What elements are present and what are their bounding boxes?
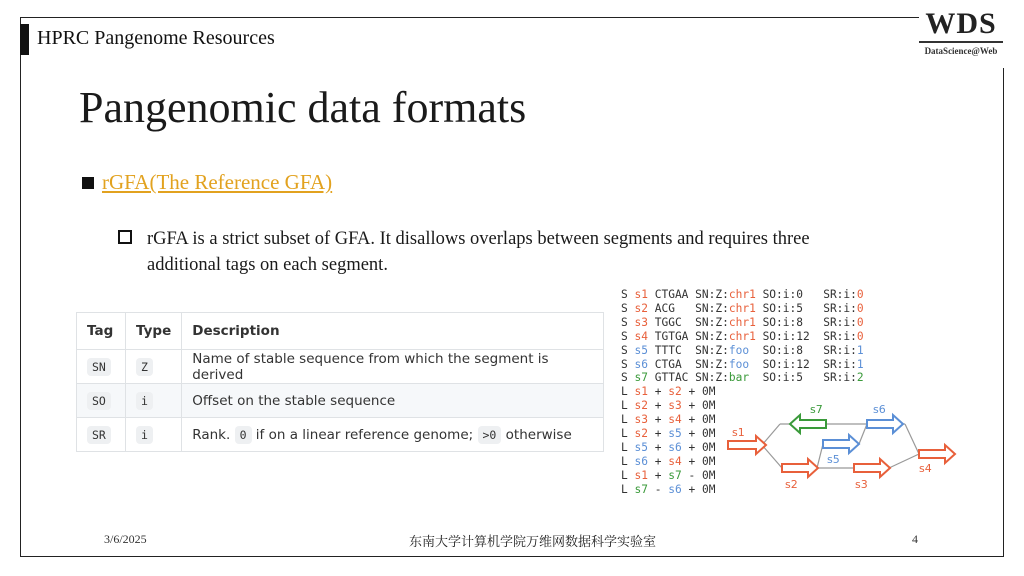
table-header-tag: Tag	[77, 313, 126, 350]
gfa-so-tag: SO:i:0	[762, 288, 803, 301]
gfa-so-tag: SO:i:5	[762, 301, 803, 315]
node-s5-arrow	[823, 435, 859, 453]
rgfa-link[interactable]: rGFA(The Reference GFA)	[102, 170, 333, 194]
gfa-so-tag: SO:i:12	[762, 357, 810, 371]
table-header-type: Type	[126, 313, 182, 350]
logo-sub-text: DataScience@Web	[924, 46, 998, 56]
type-code: i	[136, 392, 153, 410]
gfa-sr-value: 2	[856, 371, 864, 385]
gfa-segment-id: s2	[634, 301, 648, 315]
gfa-sr-prefix: SR:i:	[823, 343, 857, 357]
gfa-sn-prefix: SN:Z:	[695, 288, 729, 301]
gfa-segment-id: s6	[634, 357, 648, 371]
gfa-sn-prefix: SN:Z:	[695, 301, 729, 315]
gfa-sn-prefix: SN:Z:	[695, 329, 729, 343]
gfa-sr-value: 0	[856, 329, 864, 343]
table-cell-tag	[77, 384, 126, 418]
gfa-segment-seq: TGGC	[654, 315, 682, 329]
gfa-sr-prefix: SR:i:	[823, 301, 857, 315]
node-s3-arrow	[854, 459, 890, 477]
table-cell-description: Offset on the stable sequence	[182, 384, 604, 418]
table-row	[77, 350, 604, 384]
gfa-segment-line	[621, 288, 864, 302]
gfa-sr-value: 0	[856, 301, 864, 315]
edge-s1-s2	[762, 445, 782, 468]
square-bullet-icon	[82, 177, 94, 189]
gfa-so-tag: SO:i:8	[762, 343, 803, 357]
gfa-segment-id: s3	[634, 315, 648, 329]
gfa-link-text: L s1 + s7 - 0M	[621, 468, 716, 482]
gfa-sr-value: 0	[856, 288, 864, 301]
gfa-sn-prefix: SN:Z:	[695, 371, 729, 385]
gfa-segment-line	[621, 344, 864, 358]
table-row	[77, 384, 604, 418]
gfa-sr-value: 0	[856, 315, 864, 329]
footer-page-number: 4	[912, 532, 918, 546]
table-header-row	[77, 313, 604, 350]
node-s7-arrow	[790, 415, 826, 433]
gfa-sn-value: foo	[728, 357, 750, 371]
frame-right-line	[1003, 68, 1004, 557]
label-s7: s7	[810, 403, 823, 416]
tag-code: SR	[87, 426, 111, 444]
frame-top-line	[20, 17, 919, 18]
header-accent-bar	[20, 24, 29, 55]
gfa-sr-prefix: SR:i:	[823, 329, 857, 343]
table-cell-type	[126, 384, 182, 418]
sr-code-zero: 0	[235, 426, 252, 444]
gfa-segment-line	[621, 330, 864, 344]
rgfa-graph-diagram	[722, 396, 962, 496]
gfa-link-text: L s2 + s3 + 0M	[621, 399, 716, 413]
edge-s3-s4	[889, 454, 919, 468]
table-row	[77, 418, 604, 452]
header-title: HPRC Pangenome Resources	[37, 27, 275, 49]
frame-bottom-line	[20, 556, 1004, 557]
logo-divider	[919, 41, 1003, 43]
label-s4: s4	[919, 462, 932, 475]
node-s6-arrow	[867, 415, 903, 433]
gfa-sn-value: chr1	[728, 329, 756, 343]
gfa-sn-value: chr1	[728, 315, 756, 329]
sr-code-gt-zero: >0	[478, 426, 502, 444]
gfa-sn-prefix: SN:Z:	[695, 357, 729, 371]
label-s3: s3	[855, 478, 868, 491]
gfa-segment-line	[621, 358, 864, 372]
edge-s5-s6	[859, 424, 867, 444]
gfa-record-type: S	[621, 315, 628, 329]
type-code: i	[136, 426, 153, 444]
gfa-sn-prefix: SN:Z:	[695, 315, 729, 329]
label-s5: s5	[827, 453, 840, 466]
gfa-segment-seq: TGTGA	[654, 329, 689, 343]
label-s6: s6	[873, 403, 886, 416]
gfa-segment-id: s4	[634, 329, 648, 343]
edge-s6-s4	[905, 424, 919, 454]
gfa-record-type: S	[621, 343, 628, 357]
gfa-segment-seq: CTGAA	[654, 288, 689, 301]
footer-date: 3/6/2025	[104, 532, 147, 546]
table-cell-description: Name of stable sequence from which the segment is derived	[182, 350, 604, 384]
gfa-sr-value: 1	[856, 357, 864, 371]
gfa-segment-seq: CTGA	[654, 357, 682, 371]
bullet-rgfa	[82, 170, 332, 195]
sr-desc-part-c: otherwise	[505, 426, 572, 443]
gfa-sr-prefix: SR:i:	[823, 357, 857, 371]
table-cell-type	[126, 418, 182, 452]
gfa-sr-value: 1	[856, 343, 864, 357]
gfa-link-text: L s6 + s4 + 0M	[621, 454, 716, 468]
gfa-segment-line	[621, 371, 864, 385]
gfa-sr-prefix: SR:i:	[823, 288, 857, 301]
node-s2-arrow	[782, 459, 818, 477]
gfa-record-type: S	[621, 357, 628, 371]
table-cell-tag	[77, 418, 126, 452]
gfa-sn-value: foo	[728, 343, 750, 357]
frame-left-line	[20, 17, 21, 557]
logo-main-text: WDS	[925, 7, 997, 40]
gfa-sn-prefix: SN:Z:	[695, 343, 729, 357]
gfa-segment-id: s5	[634, 343, 648, 357]
gfa-segment-seq: ACG	[654, 301, 675, 315]
gfa-record-type: S	[621, 288, 628, 301]
gfa-so-tag: SO:i:5	[762, 371, 803, 385]
gfa-link-text: L s2 + s5 + 0M	[621, 427, 716, 441]
gfa-record-type: S	[621, 371, 628, 385]
wds-logo	[918, 8, 1004, 66]
rgfa-tags-table	[76, 312, 604, 452]
gfa-link-text: L s5 + s6 + 0M	[621, 440, 716, 454]
gfa-segment-id: s7	[634, 371, 648, 385]
gfa-sn-value: chr1	[728, 301, 756, 315]
type-code: Z	[136, 358, 153, 376]
gfa-link-text: L s7 - s6 + 0M	[621, 482, 716, 496]
gfa-sn-value: chr1	[728, 288, 756, 301]
sr-desc-part-a: Rank.	[192, 426, 231, 443]
edge-s1-s7	[762, 424, 780, 445]
slide-title: Pangenomic data formats	[79, 83, 527, 132]
gfa-so-tag: SO:i:12	[762, 329, 810, 343]
gfa-link-text: L s3 + s4 + 0M	[621, 413, 716, 427]
gfa-segment-seq: TTTC	[654, 343, 682, 357]
tag-code: SO	[87, 392, 111, 410]
gfa-record-type: S	[621, 301, 628, 315]
table-cell-type	[126, 350, 182, 384]
gfa-record-type: S	[621, 329, 628, 343]
table-cell-description	[182, 418, 604, 452]
label-s2: s2	[785, 478, 798, 491]
table-header-description: Description	[182, 313, 604, 350]
rgfa-description-text: rGFA is a strict subset of GFA. It disallows overlaps between segments and requires three additional tags on each segment.	[147, 229, 810, 275]
gfa-sn-value: bar	[728, 371, 750, 385]
tag-code: SN	[87, 358, 111, 376]
bullet-rgfa-description	[118, 226, 878, 278]
gfa-segment-id: s1	[634, 288, 648, 301]
gfa-sr-prefix: SR:i:	[823, 315, 857, 329]
node-s4-arrow	[919, 445, 955, 463]
footer-lab-name: 东南大学计算机学院万维网数据科学实验室	[409, 534, 657, 549]
gfa-so-tag: SO:i:8	[762, 315, 803, 329]
hollow-square-bullet-icon	[118, 230, 132, 244]
gfa-link-text: L s1 + s2 + 0M	[621, 385, 716, 399]
gfa-segment-line	[621, 316, 864, 330]
sr-desc-part-b: if on a linear reference genome;	[255, 426, 474, 443]
gfa-segment-line	[621, 302, 864, 316]
table-cell-tag	[77, 350, 126, 384]
gfa-segment-seq: GTTAC	[654, 371, 689, 385]
label-s1: s1	[732, 426, 745, 439]
gfa-sr-prefix: SR:i:	[823, 371, 857, 385]
